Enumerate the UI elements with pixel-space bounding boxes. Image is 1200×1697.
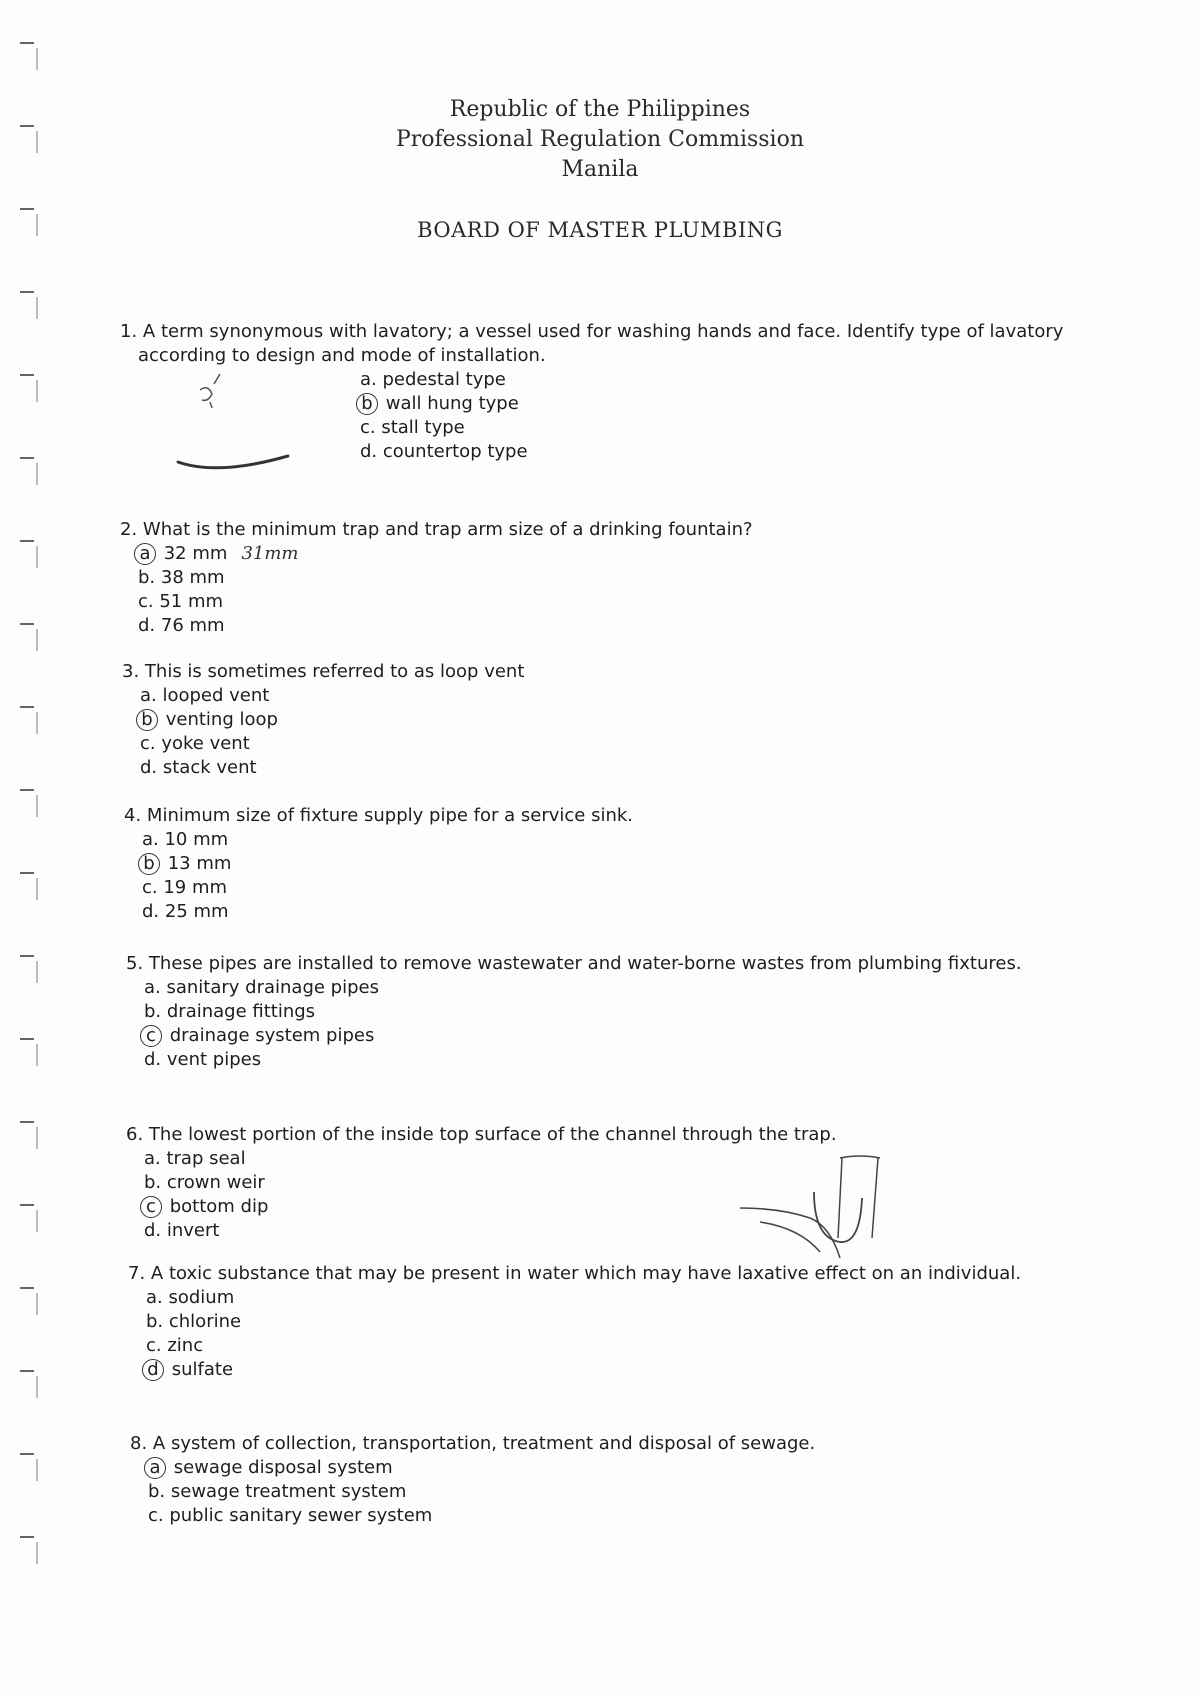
circled-answer-letter: b [138, 853, 160, 875]
binding-hole-mark [20, 1453, 50, 1481]
question-3 [122, 660, 1067, 780]
header-line-republic: Republic of the Philippines [449, 97, 751, 122]
choice-list [144, 1147, 1066, 1243]
question-8 [130, 1432, 1070, 1528]
choice-d: d. stack vent [140, 757, 257, 778]
choice-c: c. 51 mm [138, 591, 224, 612]
question-6 [126, 1123, 1066, 1243]
binding-hole-mark [20, 706, 50, 734]
question-4 [124, 804, 1069, 924]
choice-b: b. 38 mm [138, 567, 225, 588]
circled-answer-letter: b [356, 393, 378, 415]
choice-b: b. chlorine [146, 1311, 242, 1332]
question-number: 3. [122, 661, 140, 682]
choice-a: a. pedestal type [360, 369, 506, 390]
choice-d: d. invert [144, 1220, 220, 1241]
binding-hole-mark [20, 1204, 50, 1232]
question-text: What is the minimum trap and trap arm size of a drinking fountain? [142, 519, 753, 540]
choice-list [360, 368, 1065, 464]
binding-hole-mark [20, 1287, 50, 1315]
choice-c: c. stall type [360, 417, 465, 438]
question-stem [124, 804, 1069, 828]
choice-a: a. 10 mm [142, 829, 229, 850]
question-stem [128, 1262, 1068, 1286]
pencil-sketch-lavatory [170, 372, 310, 482]
question-stem [120, 518, 1065, 542]
question-2 [120, 518, 1065, 638]
circled-answer-letter: a [134, 543, 156, 565]
choice-list [140, 684, 1067, 780]
question-number: 6. [126, 1124, 144, 1145]
binding-hole-mark [20, 1536, 50, 1564]
choice-list [142, 828, 1069, 924]
question-text: Minimum size of fixture supply pipe for a service sink. [146, 805, 634, 826]
question-stem [120, 320, 1065, 368]
circled-answer-letter: c [140, 1196, 162, 1218]
question-stem [126, 1123, 1066, 1147]
choice-b [142, 852, 1069, 876]
choice-d: d. 25 mm [142, 901, 229, 922]
pencil-sketch-trap [730, 1150, 890, 1260]
binding-hole-mark [20, 457, 50, 485]
choice-b: b. crown weir [144, 1172, 265, 1193]
choice-list [146, 1286, 1068, 1382]
question-text: A term synonymous with lavatory; a vessel used for washing hands and face. Identify type of lavatory according to design and mode of installation. [138, 321, 1064, 366]
binding-hole-mark [20, 872, 50, 900]
header-line-commission: Professional Regulation Commission [395, 127, 805, 152]
choice-a: a. trap seal [144, 1148, 246, 1169]
question-text: A toxic substance that may be present in water which may have laxative effect on an individual. [150, 1263, 1022, 1284]
choice-text: 13 mm [167, 853, 232, 874]
choice-b [360, 392, 1065, 416]
circled-answer-letter: c [140, 1025, 162, 1047]
choice-d: d. vent pipes [144, 1049, 262, 1070]
choice-b: b. drainage fittings [144, 1001, 316, 1022]
choice-c: c. yoke vent [140, 733, 250, 754]
document-header [0, 95, 1200, 185]
choice-list [144, 976, 1066, 1072]
choice-a: a. looped vent [140, 685, 270, 706]
binding-hole-mark [20, 789, 50, 817]
handwritten-note: 31mm [241, 543, 299, 564]
choice-c: c. 19 mm [142, 877, 228, 898]
question-text: The lowest portion of the inside top surface of the channel through the trap. [148, 1124, 837, 1145]
choice-a [138, 542, 1065, 566]
binding-hole-mark [20, 1370, 50, 1398]
question-number: 8. [130, 1433, 148, 1454]
choice-b: b. sewage treatment system [148, 1481, 407, 1502]
choice-a: a. sanitary drainage pipes [144, 977, 379, 998]
choice-text: venting loop [165, 709, 278, 730]
question-number: 7. [128, 1263, 146, 1284]
question-stem [122, 660, 1067, 684]
binding-hole-mark [20, 955, 50, 983]
circled-answer-letter: d [142, 1359, 164, 1381]
choice-d: d. 76 mm [138, 615, 225, 636]
choice-c [144, 1195, 1066, 1219]
choice-c: c. zinc [146, 1335, 204, 1356]
question-text: This is sometimes referred to as loop vent [144, 661, 525, 682]
choice-a [148, 1456, 1070, 1480]
question-7 [128, 1262, 1068, 1382]
circled-answer-letter: b [136, 709, 158, 731]
header-line-city: Manila [561, 157, 639, 182]
binding-hole-mark [20, 374, 50, 402]
question-text: A system of collection, transportation, treatment and disposal of sewage. [152, 1433, 816, 1454]
choice-text: wall hung type [385, 393, 519, 414]
question-stem [130, 1432, 1070, 1456]
question-stem [126, 952, 1066, 976]
choice-c: c. public sanitary sewer system [148, 1505, 433, 1526]
choice-text: sewage disposal system [173, 1457, 393, 1478]
choice-a: a. sodium [146, 1287, 235, 1308]
choice-list [148, 1456, 1070, 1528]
binding-hole-mark [20, 1038, 50, 1066]
choice-d: d. countertop type [360, 441, 528, 462]
binding-hole-mark [20, 42, 50, 70]
choice-text: sulfate [171, 1359, 234, 1380]
question-5 [126, 952, 1066, 1072]
binding-hole-mark [20, 540, 50, 568]
question-number: 2. [120, 519, 138, 540]
choice-list [138, 542, 1065, 638]
circled-answer-letter: a [144, 1457, 166, 1479]
choice-text: 32 mm [163, 543, 228, 564]
binding-hole-mark [20, 1121, 50, 1149]
binding-margin [20, 0, 50, 1697]
choice-b [140, 708, 1067, 732]
question-number: 5. [126, 953, 144, 974]
choice-c [144, 1024, 1066, 1048]
binding-hole-mark [20, 291, 50, 319]
board-title: BOARD OF MASTER PLUMBING [417, 218, 783, 242]
choice-text: drainage system pipes [169, 1025, 375, 1046]
choice-text: bottom dip [169, 1196, 269, 1217]
question-text: These pipes are installed to remove wastewater and water-borne wastes from plumbing fixtures. [148, 953, 1022, 974]
question-number: 4. [124, 805, 142, 826]
question-number: 1. [120, 321, 138, 342]
choice-d [146, 1358, 1068, 1382]
binding-hole-mark [20, 623, 50, 651]
